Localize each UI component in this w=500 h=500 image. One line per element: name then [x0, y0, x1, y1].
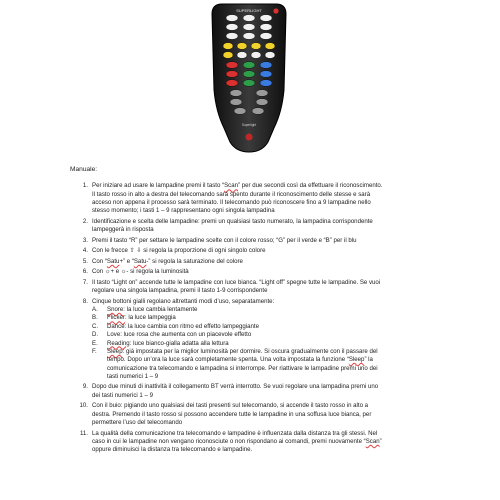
remote-key-g-down [243, 80, 255, 87]
step-number: 10. [79, 402, 88, 410]
remote-key-9 [260, 33, 272, 40]
remote-key-scan [237, 52, 247, 59]
step-text: Con ☼+ e ☼- si regola la luminosità [92, 268, 189, 276]
remote-key-4 [226, 24, 238, 31]
sub-step-letter: A. [92, 306, 98, 314]
step-text: Dopo due minuti di inattività il collegamento BT verrà interrotto. Se vuoi regolare una lampadina premi uno dei tasti numerici 1 – 9 [92, 383, 379, 399]
sub-step-text: Sleep: già impostata per la miglior luminosità per dormire. Si oscura gradualmente con il passare del tempo. Dopo un’ora la luce sarà completamente spenta. Una volta impostata la funzione “Sleep” la comunicazione tra telecomando e lampadina si interrompe. Per riattivare le lampadine premi uno dei tasti numerici 1 – 9 [107, 347, 378, 380]
sub-step-text: Snore: la luce cambia lentamente [107, 306, 198, 314]
step-number: 6. [82, 268, 88, 276]
step-text: Con “Satu+” e “Satu-” si regola la saturazione del colore [92, 257, 243, 265]
remote-mode-d [265, 43, 275, 50]
manual-step [70, 237, 485, 245]
step-text: Per iniziare ad usare le lampadine premi il tasto “Scan” per due secondi così da effettuare il riconoscimento. Il tasto rosso in alto a destra del telecomando sarà spento durante il riconoscimento delle stesse e sarà acceso non appena il processo sarà terminato. Il telecomando può riconoscere fino a 9 lampadine nello stesso momento; i tasti 1 – 9 rappresentano ogni singola lampadina [92, 182, 383, 215]
sub-step-letter: F. [92, 347, 97, 355]
sub-step-letter: C. [92, 322, 99, 330]
remote-key-g [243, 62, 255, 69]
remote-key-light-off [265, 52, 275, 59]
remote-brand-label: SUPERLIGHT [236, 8, 262, 13]
remote-key-b-down [260, 80, 272, 87]
manual-step [70, 258, 485, 266]
step-text: Il tasto “Light on” accende tutte le lampadine con luce bianca. “Light off” spegne tutte le lampadine. Se vuoi regolare una singola lampadina, premi il tasto 1-9 corrispondente [92, 278, 381, 295]
step-number: 5. [82, 257, 88, 265]
manual-step [70, 218, 485, 235]
remote-key-6 [260, 24, 272, 31]
step-text: Con il buio: pigiando uno qualsiasi dei tasti presenti sul telecomando, si accende il tasto rosso in alto a destra. Premendo il tasto rosso si possono accendere tutte le lampadine in una soffusa luce bianca, per permettere l’uso del telecomando [92, 402, 372, 426]
step-text: Identificazione e scelta delle lampadine: premi un qualsiasi tasto numerato, la lampadina corrispondente lampeggerà in risposta [92, 217, 373, 234]
step-number: 11. [79, 429, 88, 437]
step-number: 9. [82, 383, 88, 391]
remote-key-extra-2 [252, 108, 264, 115]
sub-step-text: Flicker: la luce lampeggia [107, 314, 176, 322]
sub-step-text: Love: luce rosa che aumenta con un piacevole effetto [107, 331, 252, 339]
remote-mode-b [237, 43, 247, 50]
manual-step [70, 268, 485, 276]
remote-key-1 [226, 15, 238, 22]
manual-step [70, 182, 485, 215]
step-text: La qualità della comunicazione tra telecomando e lampadine è influenzata dalla distanza tra gli stessi. Nel caso in cui le lampadine non vengano riconosciute o non rispondano ai comandi, premi nuovamente “Scan” oppure diminuisci la distanza tra telecomando e lampadine. [92, 429, 382, 454]
remote-mode-a [223, 43, 233, 50]
sub-step-letter: D. [92, 331, 99, 339]
remote-key-r [226, 62, 238, 69]
step-number: 7. [82, 278, 88, 286]
sub-step-letter: B. [92, 314, 98, 322]
remote-key-5 [243, 24, 255, 31]
sub-step-text: Dance: la luce cambia con ritmo ed effetto lampeggiante [107, 322, 259, 330]
remote-key-7 [226, 33, 238, 40]
manual-step [70, 279, 485, 296]
sub-step [92, 306, 485, 314]
remote-key-g-up [243, 71, 255, 78]
manual-step [70, 298, 485, 381]
remote-key-b-up [260, 71, 272, 78]
step-number: 3. [82, 236, 88, 244]
power-indicator-red [273, 8, 278, 13]
manual [70, 166, 485, 457]
step-sublist [92, 306, 485, 381]
remote-key-bright-plus [256, 90, 268, 97]
sub-step [92, 314, 485, 322]
manual-step [70, 247, 485, 255]
sub-step-letter: E. [92, 339, 98, 347]
remote-key-r-up [226, 71, 238, 78]
step-text: Con le frecce ⇧ ⇩ si regola la proporzione di ogni singolo colore [92, 247, 266, 255]
remote-key-r-down [226, 80, 238, 87]
step-number: 8. [82, 297, 88, 305]
remote-control-image [0, 0, 500, 160]
remote-mode-e [223, 52, 233, 59]
sub-step-text: Reading: luce bianco-gialla adatta alla lettura [107, 339, 229, 347]
remote-key-satu-plus [230, 90, 242, 97]
manual-step [70, 402, 485, 427]
sub-step [92, 331, 485, 339]
remote-key-extra-1 [234, 108, 246, 115]
step-text: Cinque bottoni gialli regolano altrettanti modi d’uso, separatamente: [92, 297, 275, 305]
remote-key-light-on [251, 52, 261, 59]
remote-key-bright-minus [256, 99, 268, 106]
remote-key-3 [260, 15, 272, 22]
remote-key-8 [243, 33, 255, 40]
step-number: 4. [82, 247, 88, 255]
manual-steps [70, 182, 485, 454]
step-text: Premi il tasto “R” per settare le lampadine scelte con il colore rosso; “G” per il verde e “B” per il blu [92, 236, 357, 244]
remote-key-b [260, 62, 272, 69]
remote-mode-c [251, 43, 261, 50]
step-number: 2. [82, 217, 88, 225]
sub-step [92, 340, 485, 348]
step-number: 1. [82, 182, 88, 190]
sub-step [92, 348, 485, 381]
remote-key-2 [243, 15, 255, 22]
sub-step [92, 323, 485, 331]
remote-bottom-label: Superlight [241, 123, 257, 127]
manual-step [70, 383, 485, 400]
remote-key-satu-minus [230, 99, 242, 106]
manual-title: Manuale: [70, 166, 98, 173]
remote-logo-dot [246, 134, 253, 141]
manual-step [70, 430, 485, 455]
